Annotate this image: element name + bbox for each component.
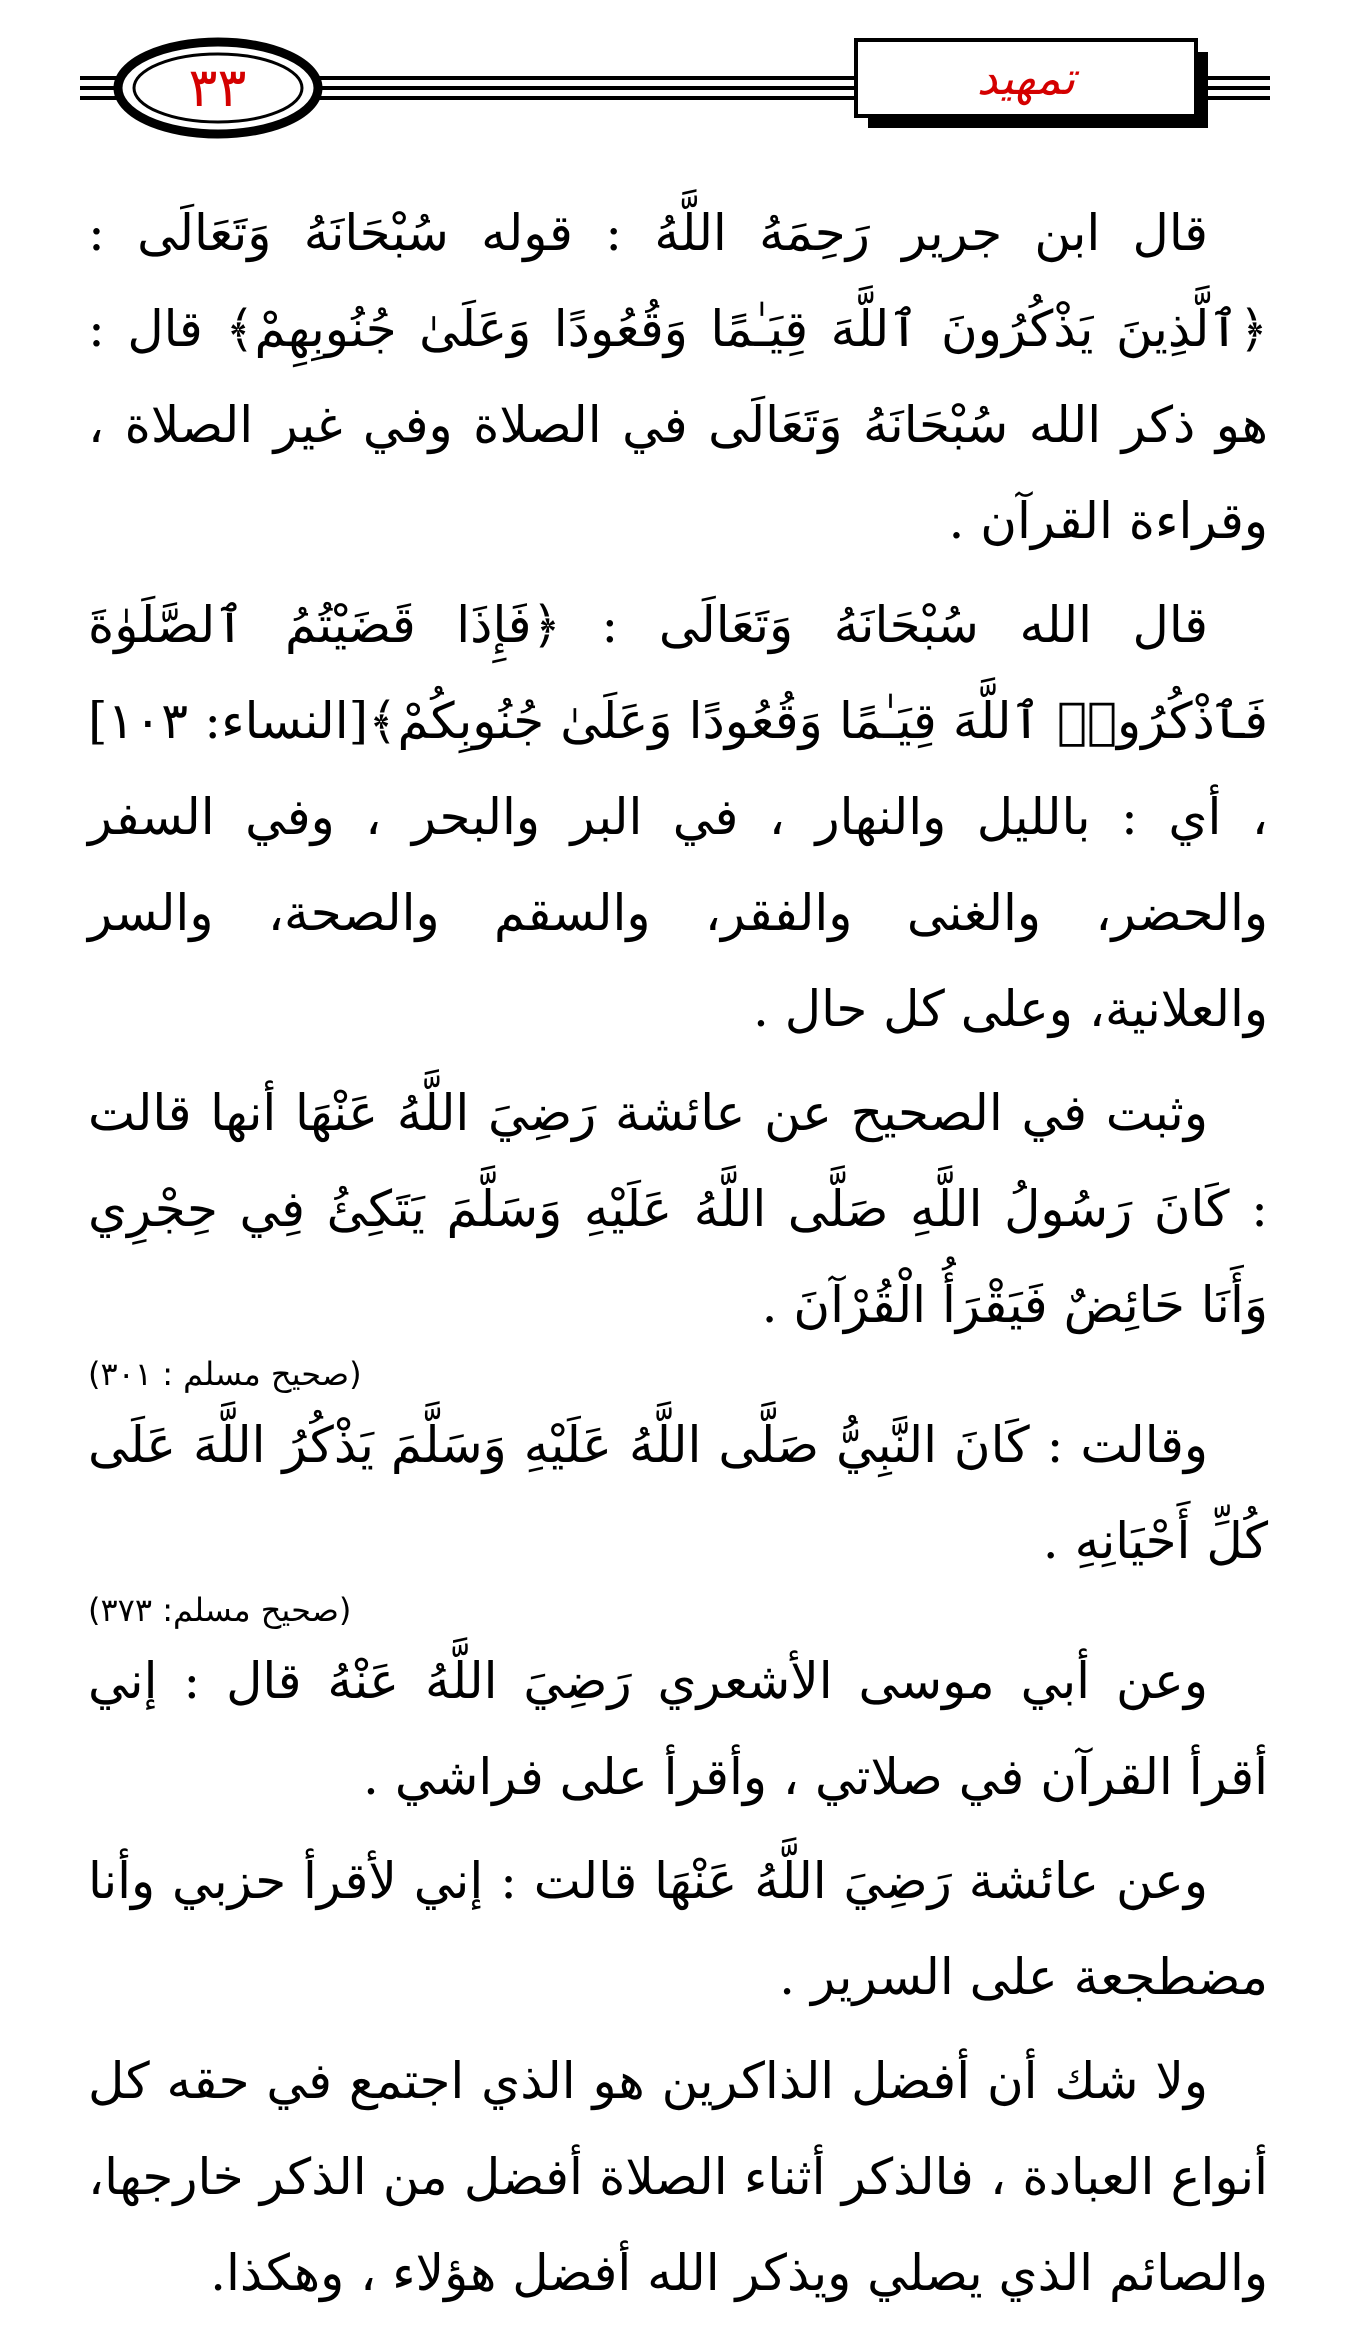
paragraph-abu-musa: وعن أبي موسى الأشعري رَضِيَ اللَّهُ عَنْهُ قال : إني أقرأ القرآن في صلاتي ، وأقرأ على فراشي . xyxy=(88,1652,1268,1806)
paragraph-aisha-hadith: وثبت في الصحيح عن عائشة رَضِيَ اللَّهُ عَنْهَا أنها قالت : كَانَ رَسُولُ اللَّهِ صَلَّى اللَّهُ عَلَيْهِ وَسَلَّمَ يَتَكِئُ فِي حِجْرِي وَأَنَا حَائِضٌ فَيَقْرَأُ الْقُرْآنَ . xyxy=(88,1084,1268,1334)
paragraph-conclusion: ولا شك أن أفضل الذاكرين هو الذي اجتمع في حقه كل أنواع العبادة ، فالذكر أثناء الصلاة أفضل من الذكر خارجها، والصائم الذي يصلي ويذكر الله أفضل هؤلاء ، وهكذا. xyxy=(88,2052,1268,2302)
paragraph-verse-nisa: قال الله سُبْحَانَهُ وَتَعَالَى : ﴿فَإِذَا قَضَيْتُمُ ٱلصَّلَوٰةَ فَٱذْكُرُوا۟ ٱللَّهَ قِيَـٰمًا وَقُعُودًا وَعَلَىٰ جُنُوبِكُمْ﴾[النساء: ١٠٣] ، أي : بالليل والنهار ، في البر والبحر ، وفي السفر والحضر، والغنى والفقر، والسقم والصحة، والسر والعلانية، وعلى كل حال . xyxy=(88,596,1268,1038)
citation-muslim-373: (صحيح مسلم: ٣٧٣) xyxy=(88,1591,352,1629)
citation-muslim-301: (صحيح مسلم : ٣٠١) xyxy=(88,1355,362,1393)
paragraph-aisha-hizb: وعن عائشة رَضِيَ اللَّهُ عَنْهَا قالت : إني لأقرأ حزبي وأنا مضطجعة على السرير . xyxy=(88,1852,1268,2006)
citation-row xyxy=(88,1583,1268,1637)
page-header xyxy=(0,0,1356,170)
page-body xyxy=(88,185,1268,2329)
paragraph-prophet-dhikr: وقالت : كَانَ النَّبِيُّ صَلَّى اللَّهُ عَلَيْهِ وَسَلَّمَ يَذْكُرُ اللَّهَ عَلَى كُلِّ أَحْيَانِهِ . xyxy=(88,1416,1268,1570)
page-number: ٣٣ xyxy=(188,55,247,119)
paragraph-ibn-jarir: قال ابن جرير رَحِمَهُ اللَّهُ : قوله سُبْحَانَهُ وَتَعَالَى : ﴿ٱلَّذِينَ يَذْكُرُونَ ٱللَّهَ قِيَـٰمًا وَقُعُودًا وَعَلَىٰ جُنُوبِهِمْ﴾ قال : هو ذكر الله سُبْحَانَهُ وَتَعَالَى في الصلاة وفي غير الصلاة ، وقراءة القرآن . xyxy=(88,204,1268,550)
section-title: تمهيد xyxy=(976,51,1076,105)
citation-row xyxy=(88,1347,1268,1401)
